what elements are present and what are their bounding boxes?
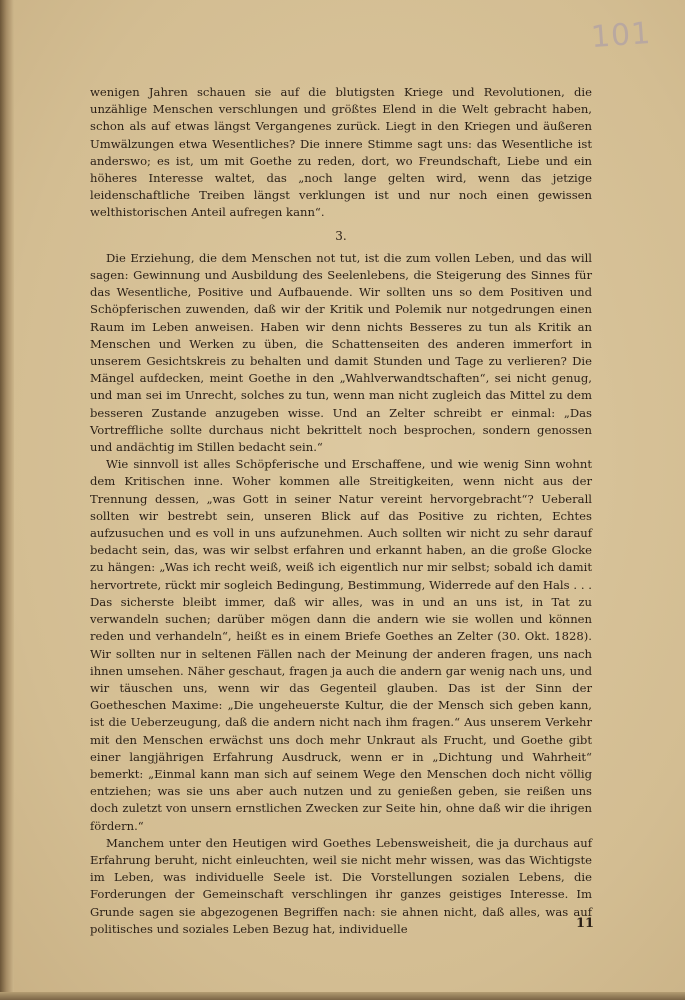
paragraph-continued: wenigen Jahren schauen sie auf die blutigsten Kriege und Revolutionen, die unzählige Menschen verschlungen und größtes Elend in die Welt gebracht haben, schon als auf etwas längst Vergangenes zurück. Liegt in den Kriegen und äußeren Umwälzungen etwa Wesentliches? Die innere Stimme sagt uns: das Wesentliche ist anderswo; es ist, um mit Goethe zu reden, dort, wo Freundschaft, Liebe und ein höheres Interesse waltet, das „noch lange gelten wird, wenn das jetzige leidenschaftliche Treiben längst verklungen ist und nur noch einen gewissen welthistorischen Anteil aufregen kann“.	[90, 85, 592, 220]
section-number: 3.	[335, 228, 347, 243]
book-spine-shadow	[0, 0, 14, 1000]
body-text	[90, 84, 595, 938]
paragraph: Die Erziehung, die dem Menschen not tut, ist die zum vollen Leben, und das will sagen: Gewinnung und Ausbildung des Seelenlebens, die Steigerung des Sinnes für das Wesentliche, Positive und Aufbauende. Wir sollten uns so dem Positiven und Schöpferischen zuwenden, daß wir der Kritik und Polemik nur notgedrungen einen Raum im Leben anweisen. Haben wir denn nichts Besseres zu tun als Kritik an Menschen und Werken zu üben, die Schattenseiten des anderen immerfort in unserem Gesichtskreis zu behalten und damit Stunden und Tage zu verlieren? Die Mängel aufdecken, meint Goethe in den „Wahlverwandtschaften“, sei nicht genug, und man sei im Unrecht, solches zu tun, wenn man nicht zugleich das Mittel zu dem besseren Zustande anzugeben wisse. Und an Zelter schreibt er einmal: „Das Vortreffliche sollte durchaus nicht bekrittelt noch besprochen, sondern genossen und andächtig im Stillen bedacht sein.“	[90, 250, 592, 455]
paragraph: Manchem unter den Heutigen wird Goethes Lebensweisheit, die ja durchaus auf Erfahrung beruht, nicht einleuchten, weil sie nicht mehr wissen, was das Wichtigste im Leben, was individuelle Seele ist. Die Vorstellungen sozialen Lebens, die Forderungen der Gemeinschaft verschlingen ihr ganzes geistiges Interesse. Im Grunde sagen sie abgezogenen Begriffen nach: sie ahnen nicht, daß alles, was auf politisches und soziales Leben Bezug hat, individuelle	[90, 835, 592, 936]
paragraph: Wie sinnvoll ist alles Schöpferische und Erschaffene, und wie wenig Sinn wohnt dem Kritischen inne. Woher kommen alle Streitigkeiten, wenn nicht aus der Trennung dessen, „was Gott in seiner Natur vereint hervorgebracht“? Ueberall sollten wir bestrebt sein, unseren Blick auf das Positive zu richten, Echtes aufzusuchen und es voll in uns aufzunehmen. Auch sollten wir nicht zu sehr darauf bedacht sein, das, was wir selbst erfahren und erkannt haben, an die große Glocke zu hängen: „Was ich recht weiß, weiß ich eigentlich nur mir selbst; sobald ich damit hervortrete, rückt mir sogleich Bedingung, Bestimmung, Widerrede auf den Hals . . . Das sicherste bleibt immer, daß wir alles, was in und an uns ist, in Tat zu verwandeln suchen; darüber mögen dann die andern wie sie wollen und können reden und verhandeln“, heißt es in einem Briefe Goethes an Zelter (30. Okt. 1828). Wir sollten nur in seltenen Fällen nach der Meinung der anderen fragen, uns nach ihnen umsehen. Näher geschaut, fragen ja auch die andern gar wenig nach uns, und wir täuschen uns, wenn wir das Gegenteil glauben. Das ist der Sinn der Goetheschen Maxime: „Die ungeheuerste Kultur, die der Mensch sich geben kann, ist die Ueberzeugung, daß die andern nicht nach ihm fragen.“ Aus unserem Verkehr mit den Menschen erwächst uns doch mehr Unkraut als Frucht, und Goethe gibt einer langjährigen Erfahrung Ausdruck, wenn er in „Dichtung und Wahrheit“ bemerkt: „Einmal kann man sich auf seinem Wege den Menschen doch nicht völlig entziehen; was sie uns aber auch nutzen und zu genießen geben, sie reißen uns doch zuletzt von unsern ernstlichen Zwecken zur Seite hin, ohne daß wir die ihrigen fördern.“	[90, 457, 592, 833]
handwritten-annotation: 101	[589, 15, 653, 56]
page-number: 11	[576, 916, 595, 931]
page-bottom-edge	[0, 992, 685, 1000]
